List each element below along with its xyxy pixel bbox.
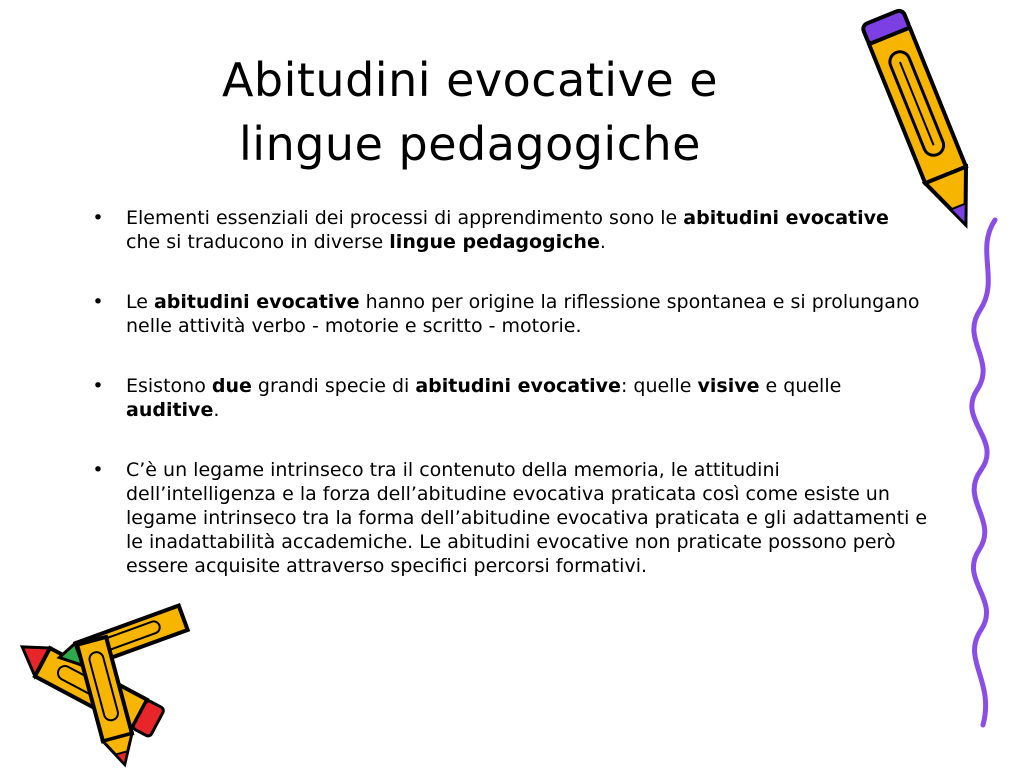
- title-line-1: Abitudini evocative e: [221, 53, 719, 107]
- pencil-icon: [855, 5, 1005, 240]
- bullet-text: hanno per origine la riflessione spontanea e si prolungano nelle attività verbo - motorie e scritto - motorie.: [126, 291, 920, 337]
- pencils-icon: [0, 618, 210, 768]
- bullet-text: Elementi essenziali dei processi di apprendimento sono le: [126, 207, 684, 229]
- bullet-dot-icon: •: [92, 291, 104, 313]
- bullet-text: : quelle: [620, 375, 698, 397]
- bullet-bold-text: abitudini evocative: [153, 291, 360, 313]
- bullet-item-2: [88, 290, 928, 338]
- bullet-bold-text: due: [211, 375, 252, 397]
- bullet-text: Le: [126, 291, 154, 313]
- bullet-bold-text: auditive: [126, 399, 214, 421]
- bullet-text: .: [599, 231, 606, 253]
- scribble-line: [955, 220, 1015, 730]
- bullet-dot-icon: •: [92, 207, 104, 229]
- bullet-text: Esistono: [126, 375, 212, 397]
- bullet-text: e quelle: [759, 375, 842, 397]
- bullet-bold-text: visive: [697, 375, 760, 397]
- bullet-text: che si traducono in diverse: [126, 231, 390, 253]
- bullet-list: [88, 206, 928, 614]
- bullet-item-4: [88, 458, 928, 578]
- bullet-item-3: [88, 374, 928, 422]
- bullet-text: .: [213, 399, 220, 421]
- bullet-dot-icon: •: [92, 375, 104, 397]
- bullet-bold-text: abitudini evocative: [415, 375, 621, 397]
- bullet-text: C’è un legame intrinseco tra il contenuto della memoria, le attitudini dell’intelligenza e la forza dell’abitudine evocativa praticata così come esiste un legame intrinseco tra la forma dell’abitudine evocativa praticata e gli adattamenti e le inadattabilità accademiche. Le abitudini evocative non praticate possono però essere acquisite attraverso specifici percorsi formativi.: [126, 459, 928, 577]
- slide-title: [110, 48, 830, 176]
- bullet-text: grandi specie di: [251, 375, 416, 397]
- bullet-bold-text: lingue pedagogiche: [389, 231, 600, 253]
- title-line-2: lingue pedagogiche: [239, 117, 701, 171]
- bullet-dot-icon: •: [92, 459, 104, 481]
- bullet-item-1: [88, 206, 928, 254]
- bullet-bold-text: abitudini evocative: [683, 207, 889, 229]
